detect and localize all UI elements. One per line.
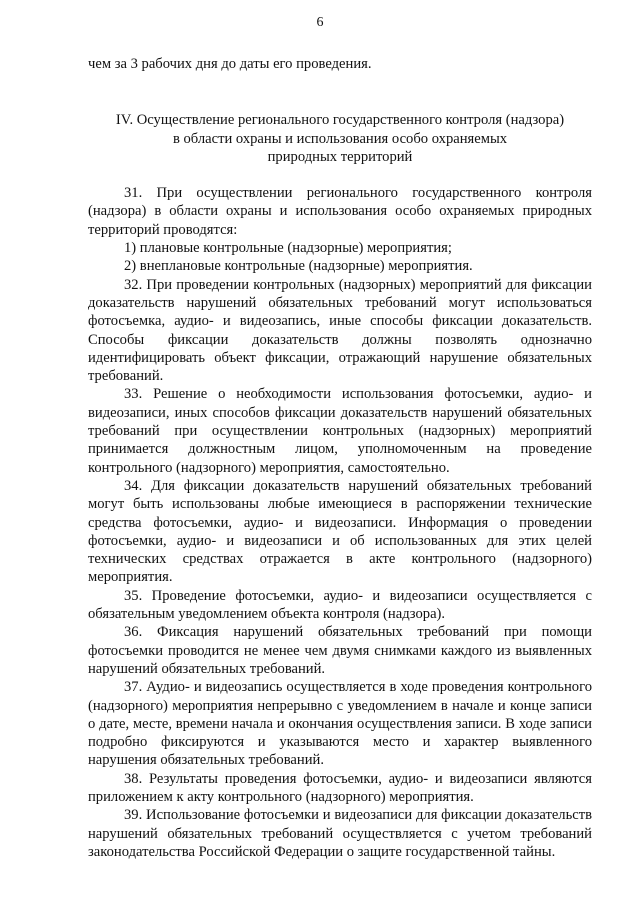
section-heading bbox=[88, 111, 592, 166]
page-number: 6 bbox=[316, 15, 324, 30]
paragraph-31: 31. При осуществлении регионального государственного контроля (надзора) в области охраны и использования особо охраняемых природных территорий проводятся: bbox=[88, 185, 592, 238]
list-item-unplanned: 2) внеплановые контрольные (надзорные) мероприятия. bbox=[124, 258, 473, 275]
list-item-planned: 1) плановые контрольные (надзорные) мероприятия; bbox=[124, 240, 452, 257]
section-heading-line: IV. Осуществление регионального государственного контроля (надзора) bbox=[115, 112, 565, 129]
continuation-text: чем за 3 рабочих дня до даты его проведения. bbox=[88, 56, 372, 72]
paragraph-36: 36. Фиксация нарушений обязательных требований при помощи фотосъемки проводится не менее чем двумя снимками каждого из выявленных нарушений обязательных требований. bbox=[88, 624, 592, 677]
section-heading-line: природных территорий bbox=[267, 148, 413, 165]
paragraph-39: 39. Использование фотосъемки и видеозаписи для фиксации доказательств нарушений обязательных требований осуществляется с учетом требований законодательства Российской Федерации о защите государственной тайны. bbox=[88, 807, 592, 860]
paragraph-33: 33. Решение о необходимости использования фотосъемки, аудио- и видеозаписи, иных способов фиксации доказательств нарушений обязательных требований при осуществлении контрольных (надзорных) мероприятий принимается должностным лицом, уполномоченным на проведение контрольного (надзорного) мероприятия, самостоятельно. bbox=[88, 386, 592, 476]
paragraph-37: 37. Аудио- и видеозапись осуществляется в ходе проведения контрольного (надзорного) мероприятия непрерывно с уведомлением в начале и конце записи о дате, месте, времени начала и окончания осуществления записи. В ходе записи подробно фиксируются и указываются место и характер выявленного нарушения обязательных требований. bbox=[88, 679, 592, 769]
paragraph-38: 38. Результаты проведения фотосъемки, аудио- и видеозаписи являются приложением к акту контрольного (надзорного) мероприятия. bbox=[88, 770, 592, 805]
paragraph-32: 32. При проведении контрольных (надзорных) мероприятий для фиксации доказательств нарушений обязательных требований могут использоваться фотосъемка, аудио- и видеозапись, иные способы фиксации доказательств. Способы фиксации доказательств должны позволять однозначно идентифицировать объект фиксации, отражающий нарушение обязательных требований. bbox=[88, 276, 592, 385]
document-body bbox=[88, 55, 592, 861]
paragraph-34: 34. Для фиксации доказательств нарушений обязательных требований могут быть использованы любые имеющиеся в распоряжении технические средства фотосъемки, аудио- и видеозаписи. Информация о проведении фотосъемки, аудио- и видеозаписи и об использованных для этих целей технических средствах отражается в акте контрольного (надзорного) мероприятия. bbox=[88, 477, 592, 586]
section-heading-line: в области охраны и использования особо охраняемых bbox=[172, 130, 508, 147]
paragraph-35: 35. Проведение фотосъемки, аудио- и видеозаписи осуществляется с обязательным уведомлением объекта контроля (надзора). bbox=[88, 587, 592, 623]
